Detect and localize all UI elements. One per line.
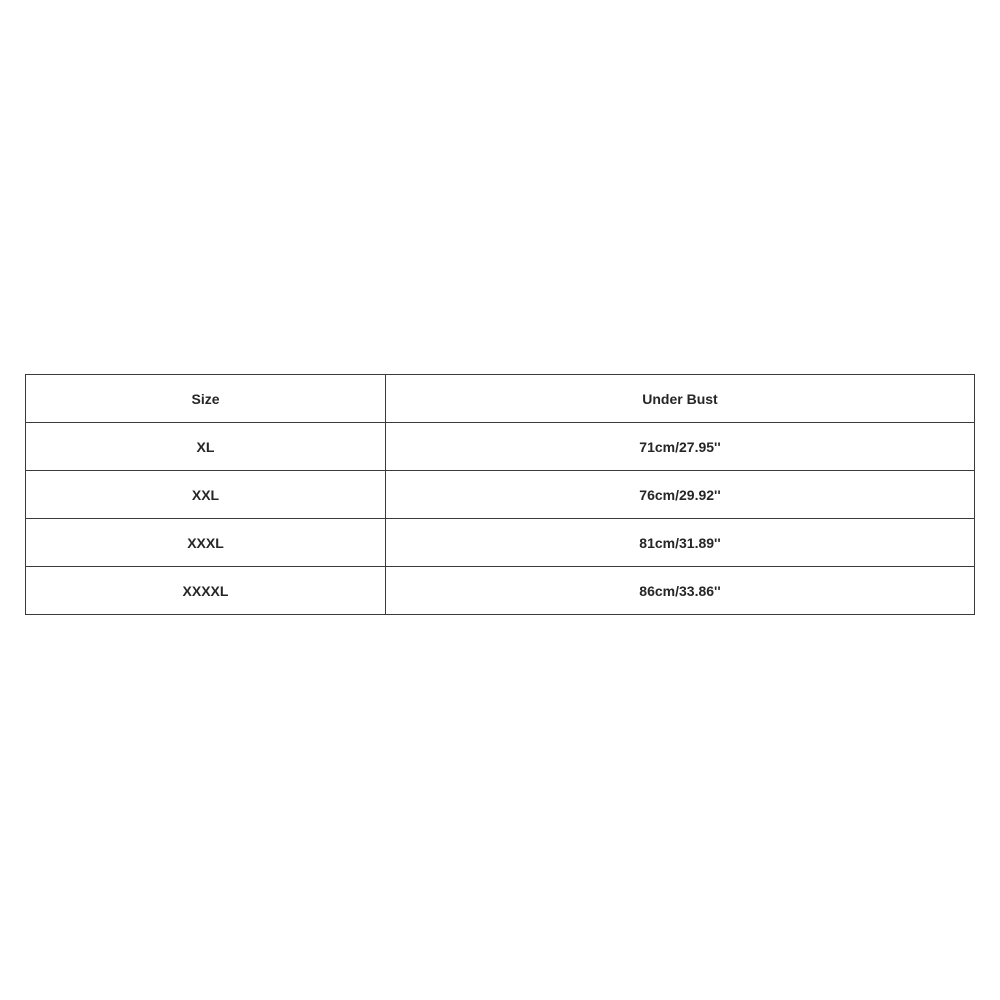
- cell-size: XL: [26, 423, 386, 471]
- table-header-row: [26, 375, 975, 423]
- header-under-bust: Under Bust: [386, 375, 975, 423]
- cell-size: XXXXL: [26, 567, 386, 615]
- table-row: [26, 471, 975, 519]
- table-row: [26, 567, 975, 615]
- size-chart-table: [25, 374, 975, 615]
- cell-under-bust: 81cm/31.89'': [386, 519, 975, 567]
- table-row: [26, 519, 975, 567]
- header-size: Size: [26, 375, 386, 423]
- cell-under-bust: 71cm/27.95'': [386, 423, 975, 471]
- cell-under-bust: 86cm/33.86'': [386, 567, 975, 615]
- cell-under-bust: 76cm/29.92'': [386, 471, 975, 519]
- cell-size: XXXL: [26, 519, 386, 567]
- table-row: [26, 423, 975, 471]
- cell-size: XXL: [26, 471, 386, 519]
